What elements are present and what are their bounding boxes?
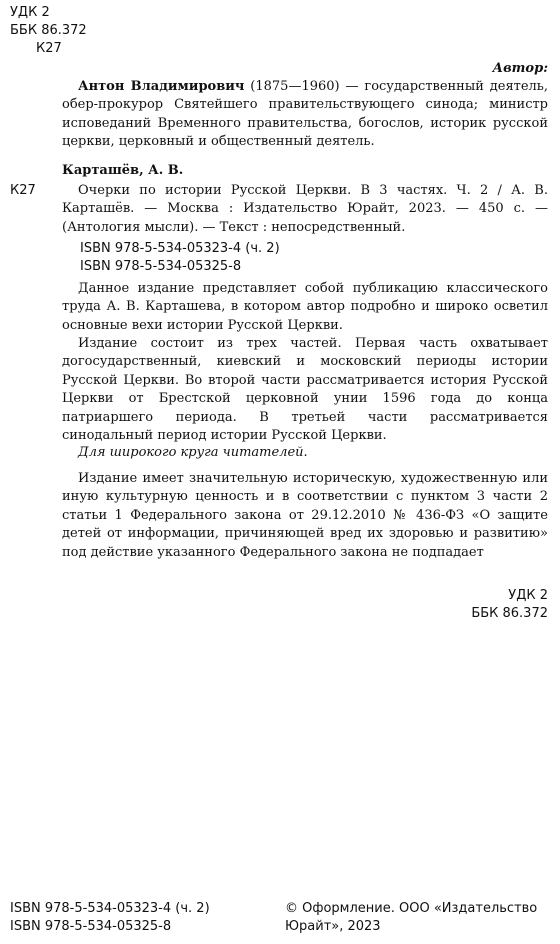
catalog-description: Очерки по истории Русской Церкви. В 3 частях. Ч. 2 / А. В. Карташёв. — Москва : Издательство Юрайт, 2023. — 450 с. — (Антология мысли). — Текст : непосредственный. (62, 183, 548, 235)
footer-isbn-2: ISBN 978-5-534-05325-8 (10, 919, 172, 934)
annotation-paragraph-1: Данное издание представляет собой публикацию классического труда А. В. Карташева, в котором автор подробно и широко осветил основные вехи истории Русской Церкви. (62, 281, 548, 333)
footer-isbn-1: ISBN 978-5-534-05323-4 (ч. 2) (10, 901, 210, 916)
annotation-paragraph-2: Издание состоит из трех частей. Первая часть охватывает догосударственный, киевский и московский периоды истории Русской Церкви. Во второй части рассматривается история Русской Церкви от Брестской церковной унии 1596 года до конца патриаршего периода. В третьей части рассматривается синодальный период истории Русской Церкви. (62, 336, 548, 444)
bbk-code-top: ББК 86.372 (10, 23, 87, 38)
udk-code-top: УДК 2 (10, 5, 50, 20)
catalog-isbn-1: ISBN 978-5-534-05323-4 (ч. 2) (80, 241, 280, 256)
author-mark-top: К27 (36, 41, 62, 56)
catalog-isbn-2: ISBN 978-5-534-05325-8 (80, 259, 242, 274)
footer-copyright: © Оформление. ООО «Издательство Юрайт», 2023 (285, 901, 538, 934)
bbk-code-bottom: ББК 86.372 (471, 606, 548, 621)
legal-notice: Издание имеет значительную историческую, художественную или иную культурную ценность и в соответствии с пунктом 3 части 2 статьи 1 Федерального закона от 29.12.2010 № 436-ФЗ «О защите детей от информации, причиняющей вред их здоровью и развитию» под действие указанного Федерального закона не подпадает (62, 471, 548, 560)
author-bio (62, 78, 548, 152)
author-name: Антон Владимирович (78, 79, 245, 94)
audience-note: Для широкого круга читателей. (78, 445, 308, 460)
author-heading: Автор: (492, 61, 548, 76)
catalog-author: Карташёв, А. В. (62, 163, 184, 178)
catalog-mark: К27 (10, 183, 36, 198)
author-bio-text: (1875—1960) — государственный деятель, обер-прокурор Святейшего правительствующего синода; министр исповеданий Временного правительства, богослов, историк русской церкви, церковный и общественный деятель. (62, 79, 549, 150)
udk-code-bottom: УДК 2 (508, 588, 548, 603)
